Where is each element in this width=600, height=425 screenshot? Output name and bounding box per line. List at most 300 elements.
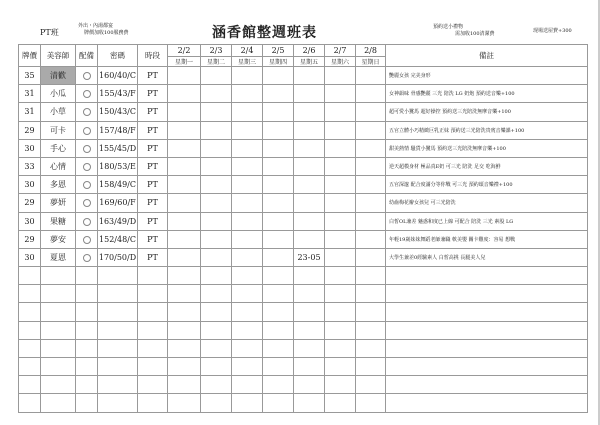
day-cell[interactable] (356, 230, 386, 248)
slot-cell: PT (138, 121, 168, 139)
day-cell[interactable] (201, 139, 232, 157)
code-cell: 170/50/D (98, 248, 138, 266)
price-cell: 31 (19, 85, 41, 103)
day-cell[interactable] (168, 157, 201, 175)
name-cell[interactable]: 清歡 (41, 67, 76, 85)
empty-cell[interactable] (98, 303, 138, 321)
empty-row (19, 358, 588, 376)
empty-cell[interactable] (263, 303, 294, 321)
empty-cell[interactable] (19, 321, 41, 339)
empty-cell[interactable] (19, 394, 41, 412)
price-cell: 31 (19, 103, 41, 121)
empty-cell[interactable] (41, 285, 76, 303)
empty-cell[interactable] (232, 394, 263, 412)
note-far-right: 现場送屋費+300 (533, 28, 572, 34)
day-cell[interactable] (294, 85, 325, 103)
day-cell[interactable] (263, 139, 294, 157)
empty-cell[interactable] (19, 285, 41, 303)
empty-cell[interactable] (41, 303, 76, 321)
empty-cell[interactable] (356, 376, 386, 394)
empty-cell[interactable] (232, 339, 263, 357)
day-cell[interactable] (356, 139, 386, 157)
note-right-1: 預約送小禮物 (433, 24, 464, 30)
header-date: 2/5 (263, 45, 294, 57)
empty-cell[interactable] (41, 394, 76, 412)
empty-cell[interactable] (294, 394, 325, 412)
name-cell[interactable]: 多恩 (41, 176, 76, 194)
empty-cell[interactable] (386, 321, 588, 339)
empty-cell[interactable] (294, 303, 325, 321)
code-cell: 169/60/F (98, 194, 138, 212)
empty-cell[interactable] (41, 321, 76, 339)
day-cell[interactable] (201, 103, 232, 121)
header-date: 2/2 (168, 45, 201, 57)
name-cell[interactable]: 小瓜 (41, 85, 76, 103)
empty-cell[interactable] (294, 321, 325, 339)
day-cell[interactable] (201, 248, 232, 266)
empty-cell[interactable] (325, 285, 356, 303)
empty-cell[interactable] (232, 285, 263, 303)
empty-cell[interactable] (168, 321, 201, 339)
empty-cell[interactable] (232, 358, 263, 376)
equip-cell (76, 85, 98, 103)
day-cell[interactable] (232, 157, 263, 175)
day-cell[interactable] (168, 121, 201, 139)
class-label: PT班 (40, 28, 59, 37)
day-cell[interactable] (201, 157, 232, 175)
equip-cell (76, 230, 98, 248)
day-cell[interactable] (168, 230, 201, 248)
empty-cell[interactable] (19, 376, 41, 394)
table-row (19, 194, 588, 212)
empty-row (19, 285, 588, 303)
empty-cell[interactable] (168, 394, 201, 412)
header-date: 2/6 (294, 45, 325, 57)
empty-cell[interactable] (294, 376, 325, 394)
header-weekday: 星期日 (356, 57, 386, 67)
name-cell[interactable]: 心情 (41, 157, 76, 175)
day-cell[interactable] (232, 230, 263, 248)
empty-cell[interactable] (76, 285, 98, 303)
day-cell[interactable] (356, 85, 386, 103)
empty-cell[interactable] (263, 376, 294, 394)
day-cell[interactable] (232, 139, 263, 157)
day-cell[interactable] (201, 230, 232, 248)
remark-cell: 甜美熱情 騷貨小鬘馬 預約送三光陪洗無摩音樂+100 (386, 139, 588, 157)
code-cell: 150/43/C (98, 103, 138, 121)
day-cell[interactable] (232, 176, 263, 194)
day-cell[interactable] (201, 85, 232, 103)
note-right-2: 需加收100清潔費 (455, 31, 495, 37)
equip-cell (76, 212, 98, 230)
header-date: 2/3 (201, 45, 232, 57)
empty-cell[interactable] (138, 339, 168, 357)
empty-cell[interactable] (386, 267, 588, 285)
empty-cell[interactable] (76, 358, 98, 376)
equip-cell (76, 157, 98, 175)
day-cell[interactable] (294, 103, 325, 121)
day-cell[interactable] (168, 176, 201, 194)
empty-row (19, 394, 588, 412)
day-cell[interactable] (232, 85, 263, 103)
day-cell[interactable] (263, 176, 294, 194)
header-price: 牌價 (19, 45, 41, 67)
day-cell[interactable] (294, 230, 325, 248)
empty-cell[interactable] (263, 358, 294, 376)
day-cell[interactable] (168, 248, 201, 266)
table-row (19, 103, 588, 121)
circle-icon (83, 218, 91, 226)
schedule-table (18, 44, 588, 413)
header-weekday: 星期四 (263, 57, 294, 67)
empty-row (19, 267, 588, 285)
remark-cell: 五官深邃 配合度滿分等你戰 可三光 預約頌音樂禮+100 (386, 176, 588, 194)
header-name: 美容師 (41, 45, 76, 67)
header-date: 2/7 (325, 45, 356, 57)
day-cell[interactable] (356, 121, 386, 139)
circle-icon (83, 181, 91, 189)
note-left (78, 23, 129, 37)
price-cell: 29 (19, 230, 41, 248)
day-cell[interactable] (201, 212, 232, 230)
day-cell[interactable] (356, 67, 386, 85)
equip-cell (76, 248, 98, 266)
empty-cell[interactable] (263, 394, 294, 412)
day-cell[interactable] (294, 67, 325, 85)
day-cell[interactable] (263, 194, 294, 212)
note-left-2: 牌價加收100服務費 (84, 30, 129, 36)
empty-cell[interactable] (98, 321, 138, 339)
circle-icon (83, 254, 91, 262)
empty-cell[interactable] (201, 376, 232, 394)
day-cell[interactable] (356, 248, 386, 266)
empty-cell[interactable] (168, 303, 201, 321)
circle-icon (83, 163, 91, 171)
empty-cell[interactable] (294, 358, 325, 376)
empty-cell[interactable] (325, 267, 356, 285)
header-weekday: 星期五 (294, 57, 325, 67)
empty-cell[interactable] (19, 267, 41, 285)
day-cell[interactable] (263, 121, 294, 139)
day-cell[interactable] (356, 157, 386, 175)
header-equip: 配備 (76, 45, 98, 67)
empty-cell[interactable] (138, 321, 168, 339)
day-cell[interactable] (325, 194, 356, 212)
day-cell[interactable] (232, 248, 263, 266)
remark-cell: 五官立體小巧精緻巨乳正妹 預約送三光陪洗贵賓音樂課+100 (386, 121, 588, 139)
day-cell[interactable] (325, 176, 356, 194)
name-cell[interactable]: 手心 (41, 139, 76, 157)
day-cell[interactable] (263, 103, 294, 121)
remark-cell: 艷麗女孩 完美身形 (386, 67, 588, 85)
empty-cell[interactable] (325, 303, 356, 321)
day-cell[interactable] (263, 212, 294, 230)
empty-cell[interactable] (356, 339, 386, 357)
empty-cell[interactable] (138, 267, 168, 285)
day-cell[interactable] (263, 230, 294, 248)
empty-cell[interactable] (325, 394, 356, 412)
empty-cell[interactable] (386, 394, 588, 412)
empty-cell[interactable] (386, 285, 588, 303)
slot-cell: PT (138, 157, 168, 175)
empty-cell[interactable] (76, 339, 98, 357)
empty-cell[interactable] (138, 303, 168, 321)
empty-cell[interactable] (232, 303, 263, 321)
day-cell[interactable] (168, 85, 201, 103)
day-cell[interactable] (263, 157, 294, 175)
circle-icon (83, 236, 91, 244)
circle-icon (83, 199, 91, 207)
empty-cell[interactable] (76, 394, 98, 412)
remark-cell: 大學生兼差0經驗素人 白皙高挑 長腿美人兒 (386, 248, 588, 266)
name-cell[interactable]: 可卡 (41, 121, 76, 139)
day-cell[interactable] (201, 121, 232, 139)
day-cell[interactable] (356, 194, 386, 212)
empty-cell[interactable] (98, 376, 138, 394)
price-cell: 30 (19, 139, 41, 157)
day-cell[interactable] (325, 157, 356, 175)
code-cell: 160/40/C (98, 67, 138, 85)
equip-cell (76, 121, 98, 139)
name-cell[interactable]: 夢妍 (41, 194, 76, 212)
slot-cell: PT (138, 194, 168, 212)
header-slot: 時段 (138, 45, 168, 67)
empty-cell[interactable] (325, 358, 356, 376)
table-row (19, 139, 588, 157)
price-cell: 30 (19, 212, 41, 230)
empty-cell[interactable] (294, 339, 325, 357)
empty-cell[interactable] (98, 285, 138, 303)
empty-cell[interactable] (98, 394, 138, 412)
empty-cell[interactable] (201, 394, 232, 412)
empty-cell[interactable] (356, 303, 386, 321)
code-cell: 157/48/F (98, 121, 138, 139)
day-cell[interactable] (232, 103, 263, 121)
empty-cell[interactable] (41, 339, 76, 357)
slot-cell: PT (138, 139, 168, 157)
empty-cell[interactable] (98, 267, 138, 285)
day-cell[interactable] (325, 212, 356, 230)
note-left-1: 外出・內湯都宴 (78, 23, 114, 29)
name-cell[interactable]: 夢安 (41, 230, 76, 248)
code-cell: 158/49/C (98, 176, 138, 194)
equip-cell (76, 194, 98, 212)
equip-cell (76, 103, 98, 121)
empty-cell[interactable] (325, 376, 356, 394)
empty-row (19, 376, 588, 394)
empty-cell[interactable] (232, 376, 263, 394)
remark-cell: 年輕19歲妹妹舞蹈老師兼職 軟美嬰 關卡難度：容易 想戰 (386, 230, 588, 248)
empty-cell[interactable] (19, 303, 41, 321)
day-cell[interactable] (168, 139, 201, 157)
day-cell[interactable] (263, 67, 294, 85)
empty-cell[interactable] (41, 358, 76, 376)
empty-row (19, 303, 588, 321)
empty-cell[interactable] (201, 285, 232, 303)
empty-cell[interactable] (356, 285, 386, 303)
day-cell[interactable] (294, 139, 325, 157)
day-cell[interactable] (294, 121, 325, 139)
slot-cell: PT (138, 230, 168, 248)
slot-cell: PT (138, 212, 168, 230)
empty-cell[interactable] (356, 321, 386, 339)
table-row (19, 230, 588, 248)
header-weekday: 星期一 (168, 57, 201, 67)
day-cell[interactable] (168, 67, 201, 85)
day-cell[interactable] (263, 248, 294, 266)
day-cell[interactable] (294, 176, 325, 194)
name-cell[interactable]: 夏恩 (41, 248, 76, 266)
day-cell[interactable] (325, 121, 356, 139)
empty-cell[interactable] (168, 358, 201, 376)
day-cell[interactable] (356, 176, 386, 194)
day-cell[interactable] (263, 85, 294, 103)
price-cell: 29 (19, 194, 41, 212)
day-cell[interactable] (201, 67, 232, 85)
slot-cell: PT (138, 103, 168, 121)
empty-cell[interactable] (263, 267, 294, 285)
empty-cell[interactable] (19, 358, 41, 376)
empty-cell[interactable] (356, 267, 386, 285)
empty-cell[interactable] (168, 339, 201, 357)
circle-icon (83, 108, 91, 116)
remark-cell: 幼齒梅花辮女孩兒 可三光陪洗 (386, 194, 588, 212)
empty-cell[interactable] (138, 394, 168, 412)
empty-cell[interactable] (386, 376, 588, 394)
empty-cell[interactable] (168, 376, 201, 394)
day-cell[interactable] (232, 67, 263, 85)
equip-cell (76, 176, 98, 194)
table-row (19, 121, 588, 139)
day-cell[interactable] (294, 212, 325, 230)
table-row (19, 176, 588, 194)
remark-cell: 超可愛小鬘馬 超好操控 預約送三光陪洗無摩音樂+100 (386, 103, 588, 121)
day-cell[interactable] (232, 194, 263, 212)
empty-cell[interactable] (232, 321, 263, 339)
day-cell[interactable] (168, 194, 201, 212)
empty-cell[interactable] (325, 321, 356, 339)
table-row (19, 67, 588, 85)
empty-cell[interactable] (294, 267, 325, 285)
empty-cell[interactable] (98, 339, 138, 357)
day-cell[interactable] (232, 121, 263, 139)
header-date: 2/8 (356, 45, 386, 57)
empty-cell[interactable] (201, 303, 232, 321)
empty-cell[interactable] (263, 339, 294, 357)
code-cell: 163/49/D (98, 212, 138, 230)
circle-icon (83, 145, 91, 153)
day-cell[interactable] (168, 103, 201, 121)
name-cell[interactable]: 果糖 (41, 212, 76, 230)
empty-cell[interactable] (386, 339, 588, 357)
empty-cell[interactable] (201, 321, 232, 339)
day-cell[interactable] (325, 230, 356, 248)
day-cell[interactable]: 23-05 (294, 248, 325, 266)
empty-cell[interactable] (356, 394, 386, 412)
remark-cell: 逆天超模身材 極品真E奶 可三光 陪洗 足交 吃海鮮 (386, 157, 588, 175)
empty-row (19, 339, 588, 357)
empty-cell[interactable] (263, 321, 294, 339)
table-row (19, 212, 588, 230)
day-cell[interactable] (325, 103, 356, 121)
empty-cell[interactable] (201, 267, 232, 285)
empty-cell[interactable] (168, 267, 201, 285)
empty-cell[interactable] (138, 376, 168, 394)
header-date: 2/4 (232, 45, 263, 57)
page-title: 涵香館整週班表 (212, 25, 317, 41)
empty-cell[interactable] (386, 358, 588, 376)
day-cell[interactable] (356, 103, 386, 121)
header-code: 密碼 (98, 45, 138, 67)
empty-cell[interactable] (138, 358, 168, 376)
price-cell: 30 (19, 176, 41, 194)
slot-cell: PT (138, 67, 168, 85)
day-cell[interactable] (232, 212, 263, 230)
equip-cell (76, 67, 98, 85)
header-weekday: 星期二 (201, 57, 232, 67)
empty-cell[interactable] (201, 358, 232, 376)
empty-row (19, 321, 588, 339)
table-row (19, 85, 588, 103)
day-cell[interactable] (294, 157, 325, 175)
empty-cell[interactable] (263, 285, 294, 303)
empty-cell[interactable] (76, 321, 98, 339)
day-cell[interactable] (325, 248, 356, 266)
slot-cell: PT (138, 176, 168, 194)
day-cell[interactable] (201, 194, 232, 212)
table-row (19, 248, 588, 266)
remark-cell: 女神韻味 骨感艷麗 三光 陪洗 LG 奶炮 預約送音樂+100 (386, 85, 588, 103)
empty-cell[interactable] (138, 285, 168, 303)
price-cell: 30 (19, 248, 41, 266)
circle-icon (83, 90, 91, 98)
empty-cell[interactable] (19, 339, 41, 357)
empty-cell[interactable] (232, 267, 263, 285)
empty-cell[interactable] (76, 376, 98, 394)
empty-cell[interactable] (41, 267, 76, 285)
empty-cell[interactable] (98, 358, 138, 376)
code-cell: 155/45/D (98, 139, 138, 157)
price-cell: 35 (19, 67, 41, 85)
day-cell[interactable] (294, 194, 325, 212)
empty-cell[interactable] (76, 267, 98, 285)
table-row (19, 157, 588, 175)
day-cell[interactable] (325, 139, 356, 157)
header-weekday: 星期六 (325, 57, 356, 67)
day-cell[interactable] (325, 85, 356, 103)
code-cell: 155/43/F (98, 85, 138, 103)
remark-cell: 白皙OL兼差 魅惑和度已上線 可配合 陪洗 三光 素股 LG (386, 212, 588, 230)
empty-cell[interactable] (356, 358, 386, 376)
day-cell[interactable] (356, 212, 386, 230)
day-cell[interactable] (201, 176, 232, 194)
empty-cell[interactable] (325, 339, 356, 357)
day-cell[interactable] (168, 212, 201, 230)
empty-cell[interactable] (76, 303, 98, 321)
empty-cell[interactable] (294, 285, 325, 303)
header-remarks: 備註 (386, 45, 588, 67)
circle-icon (83, 72, 91, 80)
empty-cell[interactable] (386, 303, 588, 321)
header-weekday: 星期三 (232, 57, 263, 67)
empty-cell[interactable] (201, 339, 232, 357)
empty-cell[interactable] (41, 376, 76, 394)
name-cell[interactable]: 小草 (41, 103, 76, 121)
day-cell[interactable] (325, 67, 356, 85)
empty-cell[interactable] (168, 285, 201, 303)
equip-cell (76, 139, 98, 157)
code-cell: 180/53/E (98, 157, 138, 175)
